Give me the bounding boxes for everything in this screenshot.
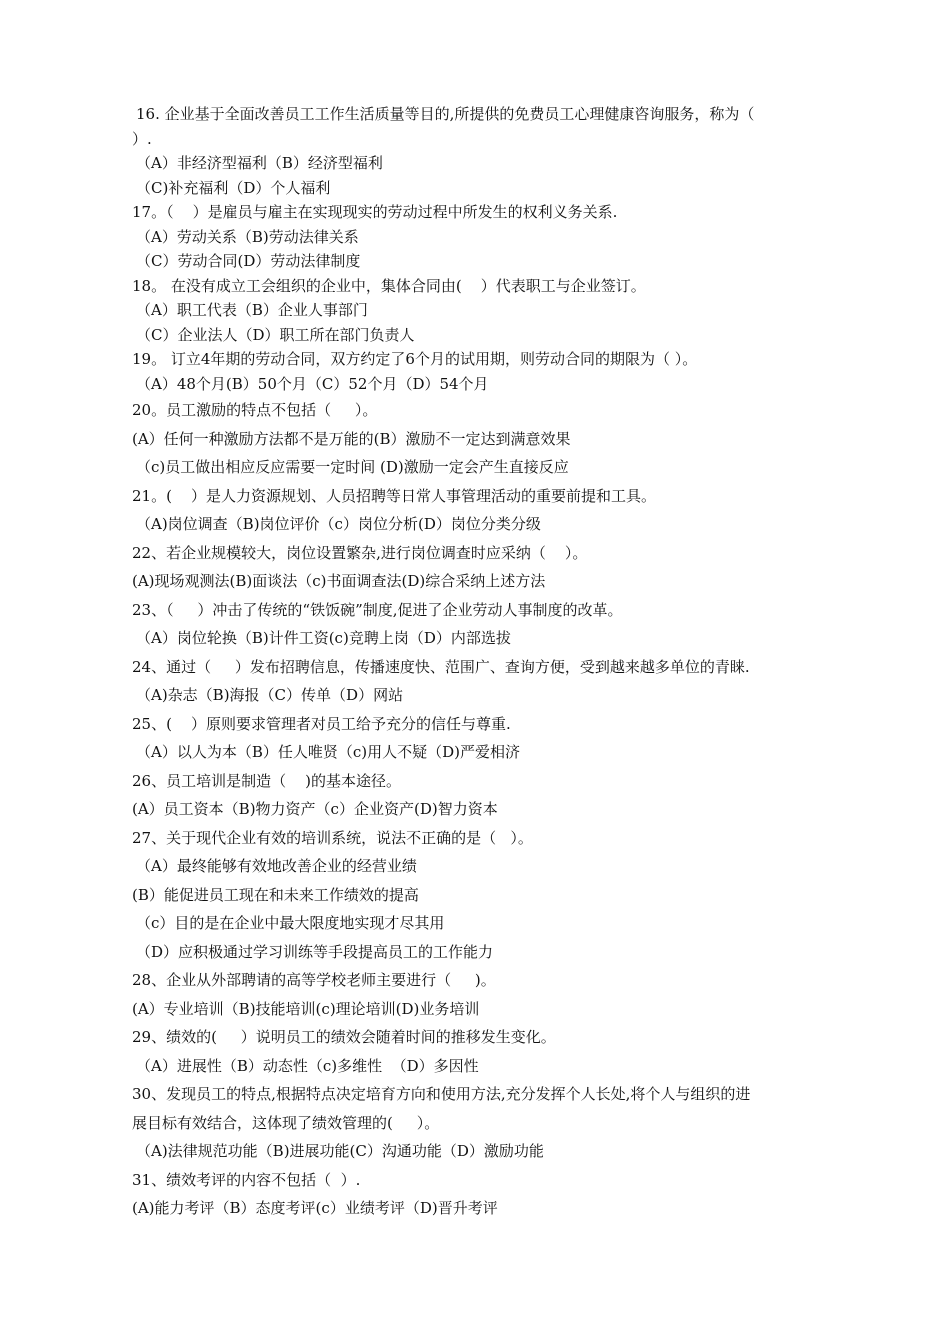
text-line: （A)岗位调查（B)岗位评价（c）岗位分析(D）岗位分类分级 bbox=[136, 515, 541, 533]
text-line: 26、员工培训是制造（ )的基本途径。 bbox=[132, 771, 402, 790]
document-page bbox=[132, 102, 840, 1223]
text-line: (B）能促进员工现在和未来工作绩效的提高 bbox=[132, 885, 419, 904]
text-line: （C）企业法人（D）职工所在部门负责人 bbox=[136, 325, 415, 344]
text-line: （A）非经济型福利（B）经济型福利 bbox=[136, 154, 383, 172]
text-line: （c）目的是在企业中最大限度地实现才尽其用 bbox=[136, 914, 445, 932]
text-line: 19。 订立4年期的劳动合同，双方约定了6个月的试用期，则劳动合同的期限为（ ）。 bbox=[132, 350, 698, 368]
text-line: 18。 在没有成立工会组织的企业中，集体合同由( ）代表职工与企业签订。 bbox=[132, 276, 646, 295]
text-line: （D）应积极通过学习训练等手段提高员工的工作能力 bbox=[136, 942, 494, 961]
text-line: （A）48个月(B）50个月（C）52个月（D）54个月 bbox=[136, 374, 489, 393]
text-line: 25、( ）原则要求管理者对员工给予充分的信任与尊重. bbox=[132, 714, 511, 733]
text-line: 31、绩效考评的内容不包括（ ）. bbox=[132, 1170, 361, 1189]
text-line: 22、若企业规模较大，岗位设置繁杂,进行岗位调查时应采纳（ ）。 bbox=[132, 543, 588, 562]
text-line: (A)能力考评（B）态度考评(c）业绩考评（D)晋升考评 bbox=[132, 1199, 498, 1217]
text-line: （A）劳动关系（B)劳动法律关系 bbox=[136, 227, 359, 246]
text-line: ）. bbox=[132, 129, 152, 148]
text-line: 24、通过（ ）发布招聘信息，传播速度快、范围广、查询方便，受到越来越多单位的青睐. bbox=[132, 657, 750, 676]
text-line: 20。员工激励的特点不包括（ ）。 bbox=[132, 401, 378, 419]
text-line: 30、发现员工的特点,根据特点决定培育方向和使用方法,充分发挥个人长处,将个人与组织的进 bbox=[132, 1085, 751, 1103]
text-line: （A）岗位轮换（B)计件工资(c)竞聘上岗（D）内部选拔 bbox=[136, 629, 511, 647]
text-line: 16. 企业基于全面改善员工工作生活质量等目的,所提供的免费员工心理健康咨询服务，称为（ bbox=[136, 105, 755, 123]
text-line: （A）进展性（B）动态性（c)多维性 （D）多因性 bbox=[136, 1056, 479, 1075]
text-line: 27、关于现代企业有效的培训系统，说法不正确的是（ ）。 bbox=[132, 828, 533, 847]
text-line: （c)员工做出相应反应需要一定时间 (D)激励一定会产生直接反应 bbox=[136, 458, 569, 476]
text-line: （A)杂志（B)海报（C）传单（D）网站 bbox=[136, 686, 404, 704]
text-line: （A）以人为本（B）任人唯贤（c)用人不疑（D)严爱相济 bbox=[136, 743, 520, 761]
text-line: （A）职工代表（B）企业人事部门 bbox=[136, 301, 368, 319]
text-line: 28、企业从外部聘请的高等学校老师主要进行（ )。 bbox=[132, 971, 496, 989]
text-line: （C)补充福利（D）个人福利 bbox=[136, 178, 331, 197]
text-line: 17。（ ）是雇员与雇主在实现现实的劳动过程中所发生的权利义务关系. bbox=[132, 203, 618, 221]
text-line: (A）员工资本（B)物力资产（c）企业资产(D)智力资本 bbox=[132, 800, 498, 818]
text-line: （A)法律规范功能（B)进展功能(C）沟通功能（D）激励功能 bbox=[136, 1142, 544, 1160]
text-line: （C）劳动合同(D）劳动法律制度 bbox=[136, 252, 361, 270]
text-line: (A）专业培训（B)技能培训(c)理论培训(D)业务培训 bbox=[132, 999, 480, 1018]
text-line: 21。( ）是人力资源规划、人员招聘等日常人事管理活动的重要前提和工具。 bbox=[132, 486, 657, 505]
text-line: 23、（ ）冲击了传统的“铁饭碗”制度,促进了企业劳动人事制度的改革。 bbox=[132, 600, 623, 619]
text-line: 展目标有效结合，这体现了绩效管理的( ）。 bbox=[132, 1113, 440, 1132]
text-line: 29、绩效的( ）说明员工的绩效会随着时间的推移发生变化。 bbox=[132, 1028, 556, 1046]
text-line: (A）任何一种激励方法都不是万能的(B）激励不一定达到满意效果 bbox=[132, 429, 571, 448]
text-line: (A)现场观测法(B)面谈法（c)书面调查法(D)综合采纳上述方法 bbox=[132, 572, 546, 590]
text-line: （A）最终能够有效地改善企业的经营业绩 bbox=[136, 857, 417, 875]
